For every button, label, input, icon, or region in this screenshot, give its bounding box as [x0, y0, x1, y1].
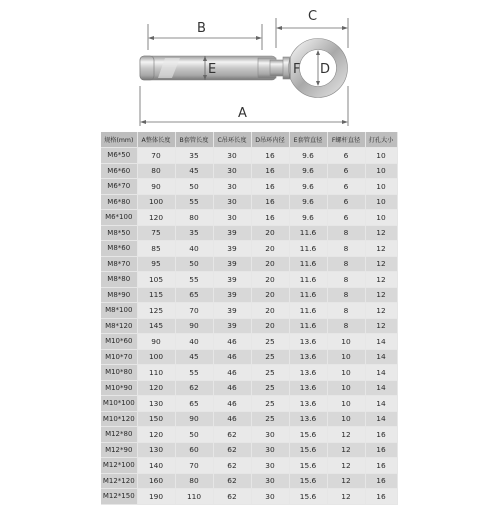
- value-cell: 25: [251, 396, 289, 412]
- value-cell: 75: [137, 225, 175, 241]
- value-cell: 10: [365, 210, 397, 226]
- value-cell: 12: [365, 318, 397, 334]
- spec-cell: M8*60: [101, 241, 137, 257]
- value-cell: 20: [251, 256, 289, 272]
- spec-cell: M12*80: [101, 427, 137, 443]
- spec-cell: M10*120: [101, 411, 137, 427]
- table-row: [101, 365, 397, 381]
- value-cell: 15.6: [289, 442, 327, 458]
- table-row: [101, 411, 397, 427]
- table-row: [101, 380, 397, 396]
- value-cell: 8: [327, 241, 365, 257]
- value-cell: 14: [365, 349, 397, 365]
- value-cell: 46: [213, 411, 251, 427]
- value-cell: 46: [213, 365, 251, 381]
- value-cell: 60: [175, 442, 213, 458]
- value-cell: 16: [251, 194, 289, 210]
- label-d: D: [320, 62, 331, 77]
- value-cell: 46: [213, 349, 251, 365]
- label-b: B: [197, 21, 206, 36]
- value-cell: 14: [365, 411, 397, 427]
- value-cell: 16: [365, 458, 397, 474]
- value-cell: 80: [175, 473, 213, 489]
- value-cell: 14: [365, 380, 397, 396]
- value-cell: 39: [213, 303, 251, 319]
- table-row: [101, 349, 397, 365]
- value-cell: 105: [137, 272, 175, 288]
- value-cell: 16: [365, 489, 397, 505]
- value-cell: 16: [365, 473, 397, 489]
- value-cell: 25: [251, 380, 289, 396]
- value-cell: 13.6: [289, 396, 327, 412]
- value-cell: 62: [213, 473, 251, 489]
- value-cell: 16: [251, 179, 289, 195]
- spec-cell: M10*60: [101, 334, 137, 350]
- spec-cell: M6*80: [101, 194, 137, 210]
- value-cell: 6: [327, 194, 365, 210]
- spec-cell: M8*50: [101, 225, 137, 241]
- value-cell: 150: [137, 411, 175, 427]
- value-cell: 16: [251, 163, 289, 179]
- spec-cell: M12*150: [101, 489, 137, 505]
- value-cell: 11.6: [289, 287, 327, 303]
- value-cell: 8: [327, 272, 365, 288]
- value-cell: 20: [251, 287, 289, 303]
- value-cell: 40: [175, 334, 213, 350]
- spec-cell: M10*100: [101, 396, 137, 412]
- value-cell: 12: [365, 225, 397, 241]
- value-cell: 12: [365, 256, 397, 272]
- table-row: [101, 473, 397, 489]
- value-cell: 12: [327, 489, 365, 505]
- value-cell: 120: [137, 210, 175, 226]
- value-cell: 65: [175, 396, 213, 412]
- value-cell: 160: [137, 473, 175, 489]
- value-cell: 39: [213, 256, 251, 272]
- label-c: C: [308, 9, 318, 24]
- spec-cell: M10*80: [101, 365, 137, 381]
- table-row: [101, 318, 397, 334]
- table-row: [101, 179, 397, 195]
- value-cell: 6: [327, 179, 365, 195]
- value-cell: 39: [213, 241, 251, 257]
- value-cell: 13.6: [289, 349, 327, 365]
- value-cell: 8: [327, 318, 365, 334]
- value-cell: 10: [365, 179, 397, 195]
- value-cell: 14: [365, 396, 397, 412]
- value-cell: 30: [251, 442, 289, 458]
- value-cell: 13.6: [289, 380, 327, 396]
- value-cell: 140: [137, 458, 175, 474]
- value-cell: 30: [213, 194, 251, 210]
- table-row: [101, 241, 397, 257]
- value-cell: 11.6: [289, 241, 327, 257]
- table-row: [101, 334, 397, 350]
- value-cell: 10: [327, 396, 365, 412]
- value-cell: 100: [137, 349, 175, 365]
- value-cell: 65: [175, 287, 213, 303]
- value-cell: 80: [175, 210, 213, 226]
- table-row: [101, 272, 397, 288]
- table-row: [101, 303, 397, 319]
- table-row: [101, 427, 397, 443]
- value-cell: 45: [175, 349, 213, 365]
- value-cell: 13.6: [289, 365, 327, 381]
- label-e: E: [208, 62, 217, 77]
- value-cell: 62: [213, 427, 251, 443]
- value-cell: 30: [251, 473, 289, 489]
- value-cell: 95: [137, 256, 175, 272]
- value-cell: 8: [327, 303, 365, 319]
- column-header: B套管长度: [175, 132, 213, 148]
- spec-cell: M6*70: [101, 179, 137, 195]
- value-cell: 10: [327, 334, 365, 350]
- spec-cell: M12*120: [101, 473, 137, 489]
- value-cell: 39: [213, 272, 251, 288]
- value-cell: 10: [327, 380, 365, 396]
- value-cell: 90: [175, 318, 213, 334]
- value-cell: 12: [365, 287, 397, 303]
- value-cell: 46: [213, 380, 251, 396]
- value-cell: 8: [327, 225, 365, 241]
- value-cell: 30: [213, 179, 251, 195]
- value-cell: 9.6: [289, 163, 327, 179]
- value-cell: 30: [213, 210, 251, 226]
- table-row: [101, 396, 397, 412]
- bolt-body: [140, 56, 293, 80]
- dimension-b: [148, 21, 262, 50]
- value-cell: 39: [213, 287, 251, 303]
- value-cell: 190: [137, 489, 175, 505]
- value-cell: 15.6: [289, 489, 327, 505]
- dimension-d: [316, 50, 330, 86]
- value-cell: 125: [137, 303, 175, 319]
- value-cell: 9.6: [289, 179, 327, 195]
- value-cell: 12: [327, 458, 365, 474]
- value-cell: 6: [327, 163, 365, 179]
- value-cell: 90: [175, 411, 213, 427]
- column-header: A整体长度: [137, 132, 175, 148]
- value-cell: 30: [213, 163, 251, 179]
- column-header: E套管直径: [289, 132, 327, 148]
- table-row: [101, 287, 397, 303]
- value-cell: 25: [251, 334, 289, 350]
- spec-cell: M8*100: [101, 303, 137, 319]
- value-cell: 20: [251, 318, 289, 334]
- table-row: [101, 210, 397, 226]
- value-cell: 30: [251, 489, 289, 505]
- value-cell: 16: [365, 442, 397, 458]
- value-cell: 16: [251, 210, 289, 226]
- value-cell: 20: [251, 303, 289, 319]
- value-cell: 12: [327, 442, 365, 458]
- table-row: [101, 163, 397, 179]
- value-cell: 100: [137, 194, 175, 210]
- value-cell: 12: [327, 473, 365, 489]
- value-cell: 10: [365, 194, 397, 210]
- value-cell: 25: [251, 411, 289, 427]
- spec-cell: M6*60: [101, 163, 137, 179]
- value-cell: 46: [213, 396, 251, 412]
- value-cell: 62: [213, 489, 251, 505]
- value-cell: 10: [327, 411, 365, 427]
- value-cell: 15.6: [289, 473, 327, 489]
- column-header: 规格(mm): [101, 132, 137, 148]
- value-cell: 80: [137, 163, 175, 179]
- value-cell: 120: [137, 427, 175, 443]
- value-cell: 25: [251, 349, 289, 365]
- table-row: [101, 256, 397, 272]
- value-cell: 55: [175, 365, 213, 381]
- value-cell: 15.6: [289, 427, 327, 443]
- table-body: [101, 148, 397, 505]
- table-row: [101, 148, 397, 164]
- spec-cell: M6*50: [101, 148, 137, 164]
- value-cell: 14: [365, 365, 397, 381]
- value-cell: 85: [137, 241, 175, 257]
- table-header-row: [101, 132, 397, 148]
- value-cell: 62: [213, 458, 251, 474]
- value-cell: 6: [327, 148, 365, 164]
- value-cell: 70: [175, 458, 213, 474]
- value-cell: 9.6: [289, 194, 327, 210]
- value-cell: 11.6: [289, 225, 327, 241]
- value-cell: 62: [175, 380, 213, 396]
- table-row: [101, 458, 397, 474]
- value-cell: 10: [365, 148, 397, 164]
- table-row: [101, 489, 397, 505]
- spec-cell: M8*80: [101, 272, 137, 288]
- value-cell: 46: [213, 334, 251, 350]
- value-cell: 110: [175, 489, 213, 505]
- value-cell: 16: [251, 148, 289, 164]
- column-header: F螺杆直径: [327, 132, 365, 148]
- value-cell: 62: [213, 442, 251, 458]
- value-cell: 15.6: [289, 458, 327, 474]
- value-cell: 25: [251, 365, 289, 381]
- value-cell: 12: [327, 427, 365, 443]
- spec-cell: M8*70: [101, 256, 137, 272]
- value-cell: 70: [175, 303, 213, 319]
- value-cell: 6: [327, 210, 365, 226]
- value-cell: 20: [251, 225, 289, 241]
- value-cell: 90: [137, 334, 175, 350]
- value-cell: 30: [251, 458, 289, 474]
- value-cell: 11.6: [289, 318, 327, 334]
- value-cell: 115: [137, 287, 175, 303]
- value-cell: 10: [365, 163, 397, 179]
- value-cell: 8: [327, 256, 365, 272]
- value-cell: 120: [137, 380, 175, 396]
- spec-cell: M8*120: [101, 318, 137, 334]
- spec-cell: M12*90: [101, 442, 137, 458]
- table-row: [101, 225, 397, 241]
- value-cell: 13.6: [289, 334, 327, 350]
- value-cell: 35: [175, 148, 213, 164]
- column-header: C吊环长度: [213, 132, 251, 148]
- value-cell: 20: [251, 272, 289, 288]
- value-cell: 55: [175, 194, 213, 210]
- value-cell: 14: [365, 334, 397, 350]
- value-cell: 50: [175, 179, 213, 195]
- value-cell: 11.6: [289, 303, 327, 319]
- value-cell: 20: [251, 241, 289, 257]
- value-cell: 12: [365, 272, 397, 288]
- value-cell: 90: [137, 179, 175, 195]
- value-cell: 30: [251, 427, 289, 443]
- value-cell: 11.6: [289, 256, 327, 272]
- value-cell: 16: [365, 427, 397, 443]
- value-cell: 10: [327, 349, 365, 365]
- value-cell: 145: [137, 318, 175, 334]
- spec-cell: M8*90: [101, 287, 137, 303]
- value-cell: 10: [327, 365, 365, 381]
- value-cell: 110: [137, 365, 175, 381]
- value-cell: 130: [137, 396, 175, 412]
- value-cell: 39: [213, 225, 251, 241]
- value-cell: 50: [175, 256, 213, 272]
- label-f: F: [293, 62, 301, 77]
- value-cell: 12: [365, 303, 397, 319]
- label-a: A: [238, 106, 247, 121]
- spec-table: [101, 132, 398, 505]
- value-cell: 8: [327, 287, 365, 303]
- value-cell: 9.6: [289, 148, 327, 164]
- value-cell: 55: [175, 272, 213, 288]
- spec-cell: M6*100: [101, 210, 137, 226]
- column-header: 打孔大小: [365, 132, 397, 148]
- value-cell: 130: [137, 442, 175, 458]
- value-cell: 13.6: [289, 411, 327, 427]
- spec-cell: M12*100: [101, 458, 137, 474]
- value-cell: 39: [213, 318, 251, 334]
- value-cell: 35: [175, 225, 213, 241]
- value-cell: 40: [175, 241, 213, 257]
- table-row: [101, 442, 397, 458]
- value-cell: 30: [213, 148, 251, 164]
- eye-bolt-diagram: [0, 0, 500, 130]
- value-cell: 50: [175, 427, 213, 443]
- value-cell: 9.6: [289, 210, 327, 226]
- value-cell: 70: [137, 148, 175, 164]
- value-cell: 11.6: [289, 272, 327, 288]
- column-header: D吊环内径: [251, 132, 289, 148]
- spec-cell: M10*90: [101, 380, 137, 396]
- value-cell: 12: [365, 241, 397, 257]
- spec-cell: M10*70: [101, 349, 137, 365]
- table-row: [101, 194, 397, 210]
- value-cell: 45: [175, 163, 213, 179]
